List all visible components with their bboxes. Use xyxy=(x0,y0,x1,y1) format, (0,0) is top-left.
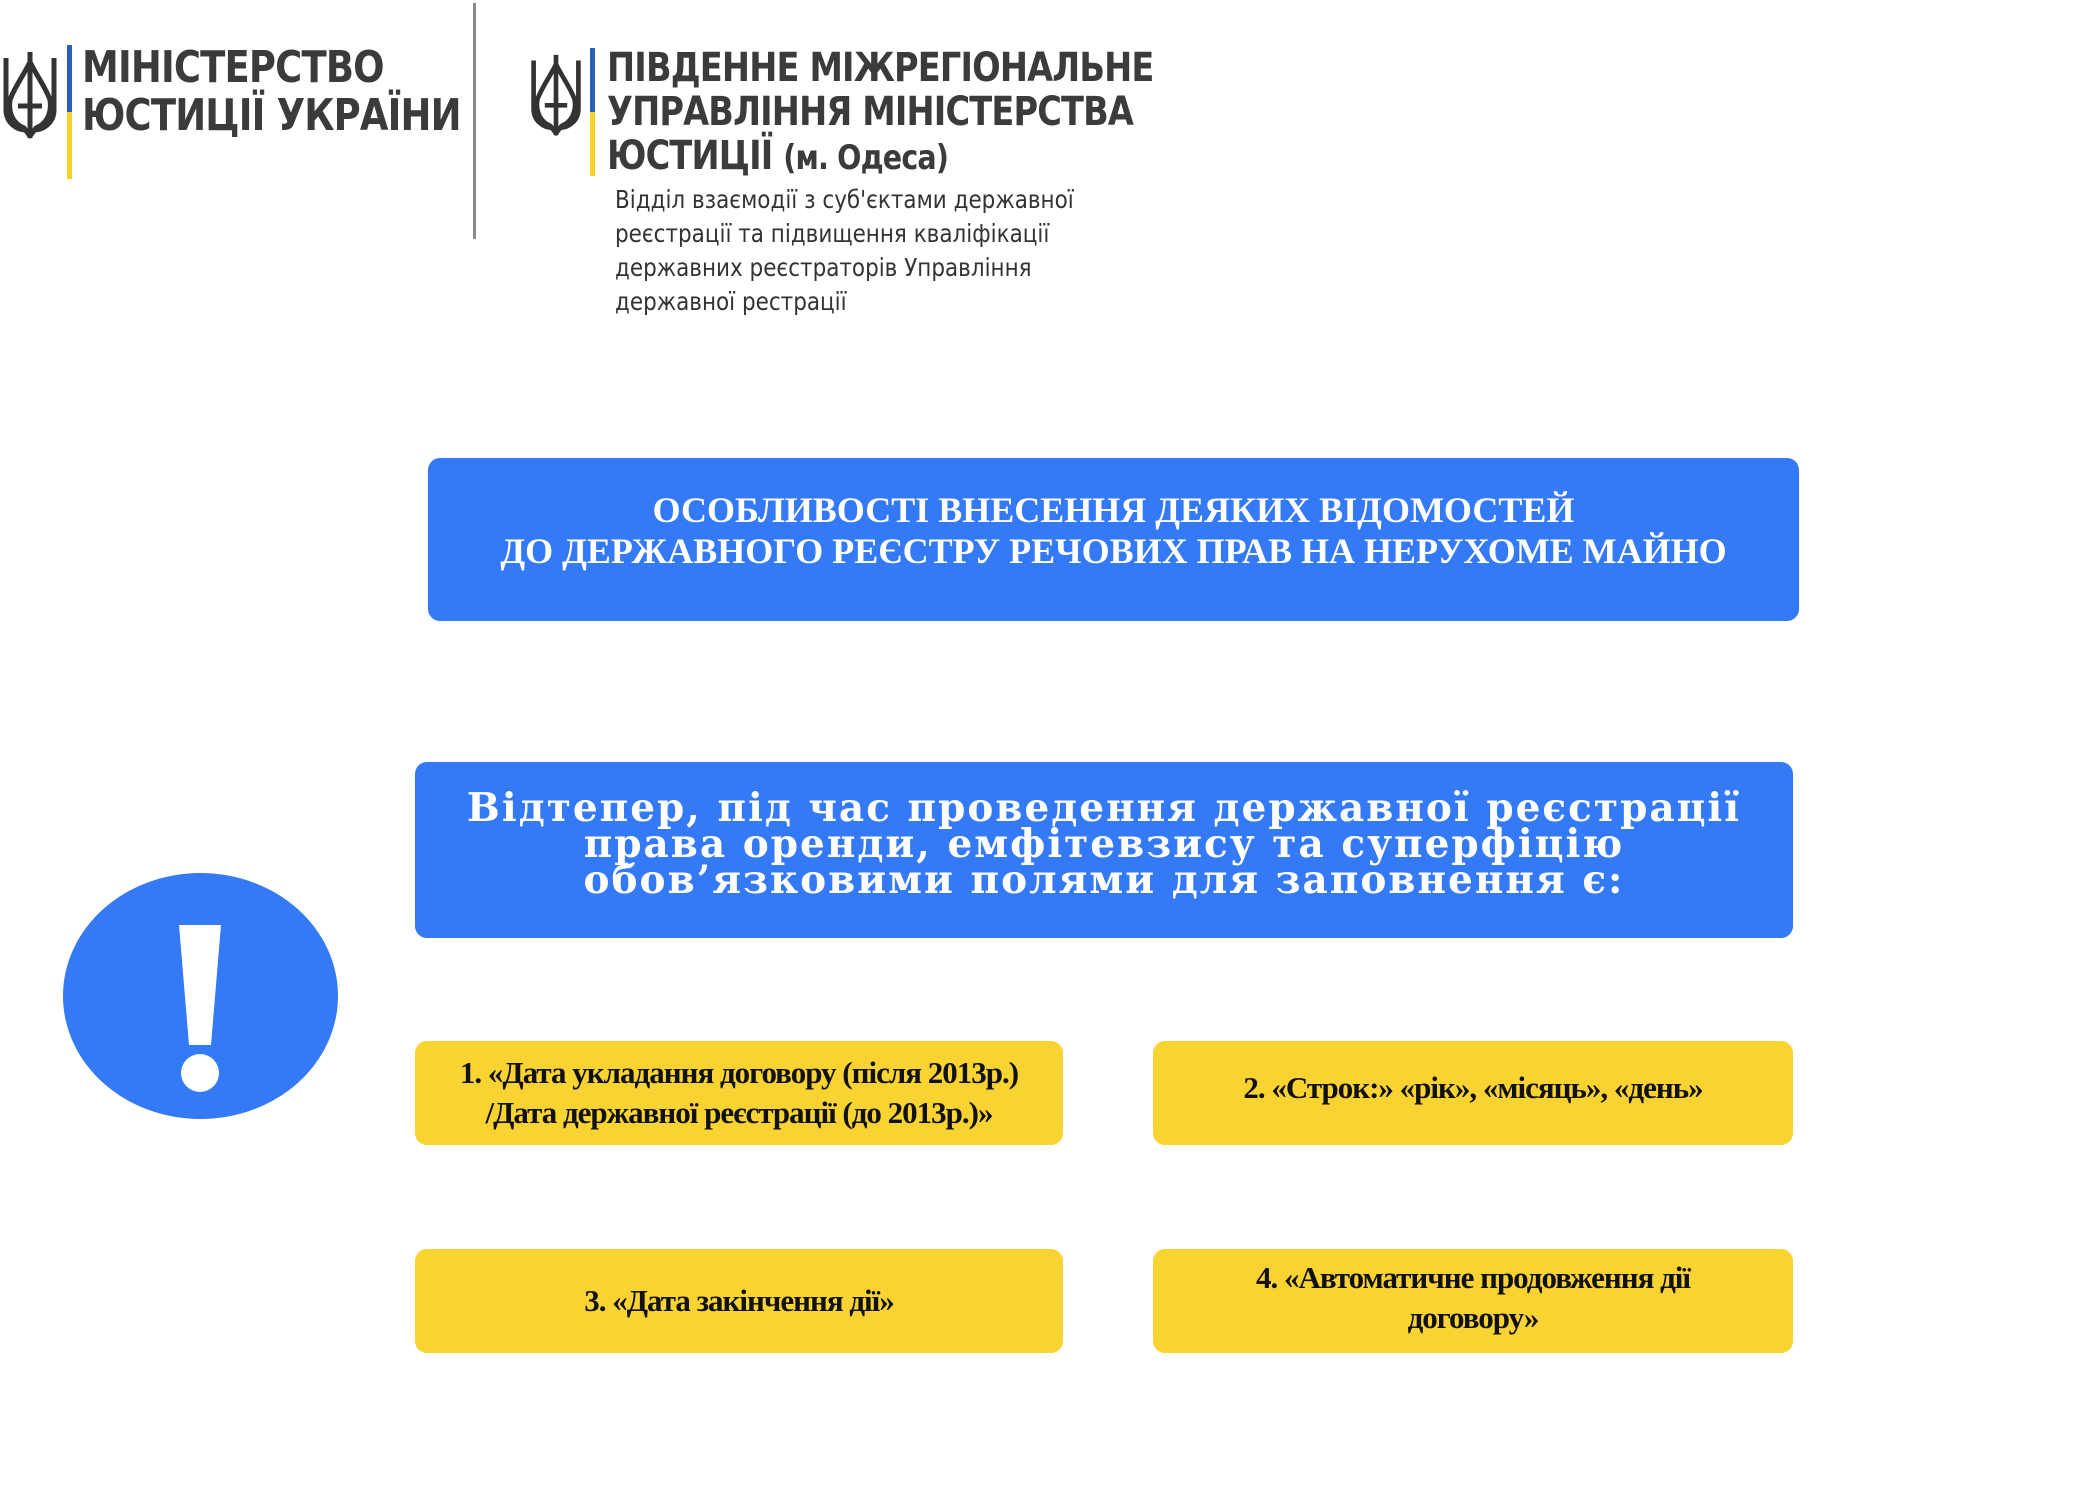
department-line3: державних реєстраторів Управління xyxy=(615,253,1032,282)
page-title-line2: ДО ДЕРЖАВНОГО РЕЄСТРУ РЕЧОВИХ ПРАВ НА НЕРУХОМЕ МАЙНО xyxy=(500,531,1727,571)
department-line2: реєстрації та підвищення кваліфікації xyxy=(615,219,1050,248)
page-title xyxy=(428,458,1799,621)
exclamation-icon xyxy=(63,873,338,1119)
field-item-2 xyxy=(1153,1041,1793,1145)
flag-bar xyxy=(67,45,72,179)
department-line4: державної рестрації xyxy=(615,287,847,316)
page-title-line1: ОСОБЛИВОСТІ ВНЕСЕННЯ ДЕЯКИХ ВІДОМОСТЕЙ xyxy=(652,490,1575,530)
department-caption xyxy=(615,183,1074,319)
regional-logo-text xyxy=(607,46,1154,180)
header-divider xyxy=(473,3,476,239)
field-item-2-line1: 2. «Строк:» «рік», «місяць», «день» xyxy=(1243,1070,1703,1105)
regional-logo-line1: ПІВДЕННЕ МІЖРЕГІОНАЛЬНЕ xyxy=(607,45,1154,91)
ministry-logo-text xyxy=(82,44,461,140)
field-item-1-line1: 1. «Дата укладання договору (після 2013р.) xyxy=(459,1055,1019,1090)
field-item-4-line2: договору» xyxy=(1407,1300,1539,1335)
department-line1: Відділ взаємодії з суб'єктами державної xyxy=(615,185,1074,214)
notice-line2: права оренди, емфітевзису та суперфіцію xyxy=(583,821,1625,867)
regional-logo-line3-main: ЮСТИЦІЇ xyxy=(607,133,773,179)
field-item-3 xyxy=(415,1249,1063,1353)
field-item-1 xyxy=(415,1041,1063,1145)
regional-logo-city: (м. Одеса) xyxy=(783,138,949,178)
notice-line3: обов’язковими полями для заповнення є: xyxy=(583,857,1625,903)
notice-box xyxy=(415,762,1793,938)
trident-icon xyxy=(0,48,60,144)
field-item-4-line1: 4. «Автоматичне продовження дії xyxy=(1255,1260,1691,1295)
field-item-3-line1: 3. «Дата закінчення дії» xyxy=(584,1283,894,1318)
regional-logo-line3 xyxy=(607,134,1154,180)
notice-line1: Відтепер, під час проведення державної реєстрації xyxy=(466,785,1742,831)
ministry-logo-line1: МІНІСТЕРСТВО xyxy=(82,42,384,93)
field-item-4 xyxy=(1153,1249,1793,1353)
alert-circle xyxy=(63,873,338,1119)
flag-bar xyxy=(590,48,595,176)
regional-logo-line2: УПРАВЛІННЯ МІНІСТЕРСТВА xyxy=(607,89,1134,135)
trident-icon xyxy=(528,50,584,142)
ministry-logo-line2: ЮСТИЦІЇ УКРАЇНИ xyxy=(82,90,461,141)
field-item-1-line2: /Дата державної реєстрації (до 2013р.)» xyxy=(485,1095,993,1130)
